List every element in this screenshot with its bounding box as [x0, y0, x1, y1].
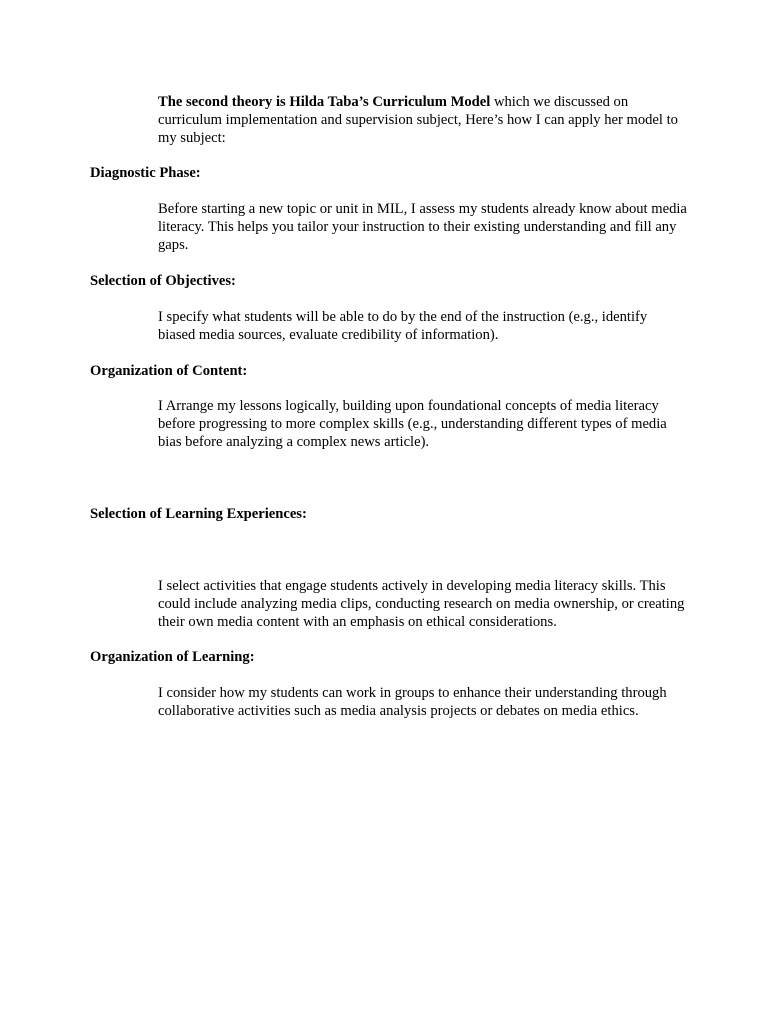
section-body-selection-of-learning-experiences: I select activities that engage students actively in developing media literacy skills. This could include analyzing media clips, conducting research on media ownership, or creating their own media content with an emphasis on ethical considerations.	[158, 578, 685, 630]
section-heading-diagnostic-phase: Diagnostic Phase:	[90, 165, 201, 181]
section-body-selection-of-objectives: I specify what students will be able to do by the end of the instruction (e.g., identify biased media sources, evaluate credibility of information).	[158, 309, 648, 343]
section-heading-organization-of-content: Organization of Content:	[90, 363, 248, 379]
section-heading-selection-of-learning-experiences: Selection of Learning Experiences:	[90, 506, 307, 522]
intro-paragraph	[158, 94, 688, 147]
intro-text: which we discussed on curriculum implementation and supervision subject, Here’s how I can apply her model to my subject:	[158, 94, 678, 146]
section-heading-organization-of-learning: Organization of Learning:	[90, 649, 255, 665]
section-body-organization-of-content: I Arrange my lessons logically, building upon foundational concepts of media literacy before progressing to more complex skills (e.g., understanding different types of media bias before analyzing a complex news article).	[158, 398, 667, 450]
section-heading-selection-of-objectives: Selection of Objectives:	[90, 273, 236, 289]
section-body-organization-of-learning: I consider how my students can work in groups to enhance their understanding through collaborative activities such as media analysis projects or debates on media ethics.	[158, 685, 667, 719]
section-body-diagnostic-phase: Before starting a new topic or unit in MIL, I assess my students already know about media literacy. This helps you tailor your instruction to their existing understanding and fill any gaps.	[158, 201, 687, 253]
intro-bold-lead: The second theory is Hilda Taba’s Curriculum Model	[158, 94, 491, 110]
